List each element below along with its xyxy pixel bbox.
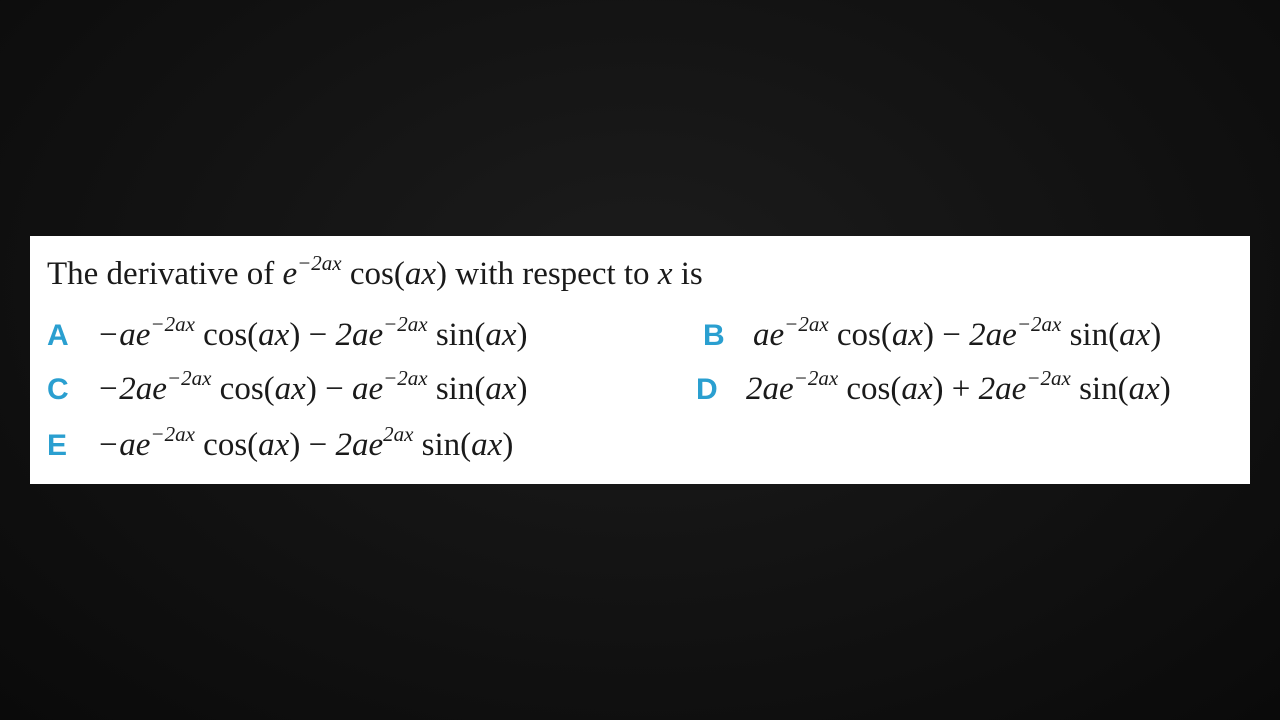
term1-arg: ax [891, 317, 924, 353]
term2-close: ) [1159, 371, 1171, 407]
option-letter: C [47, 373, 69, 406]
term2-arg: ax [1128, 371, 1160, 407]
term2-coef: 2ae [978, 371, 1027, 407]
option-letter: E [47, 429, 68, 462]
question-base: e [282, 256, 298, 292]
term2-coef: ae [351, 371, 384, 407]
term2-func: sin( [427, 317, 486, 353]
term2-close: ) [1150, 317, 1162, 353]
term1-close: ) [923, 317, 935, 353]
option-d[interactable] [696, 366, 1171, 410]
question-close: ) [436, 256, 448, 292]
term1-coef: −2ae [97, 371, 167, 407]
question-text [47, 251, 703, 294]
question-end: is [672, 256, 703, 292]
term2-func: sin( [413, 427, 472, 463]
term1-exp: −2ax [784, 312, 829, 336]
term1-func: cos( [194, 427, 259, 463]
option-a[interactable] [47, 312, 528, 356]
term1-exp: −2ax [793, 366, 839, 390]
term1-func: cos( [211, 371, 275, 407]
term2-func: sin( [1061, 317, 1120, 353]
term2-func: sin( [427, 371, 486, 407]
term2-arg: ax [471, 427, 503, 463]
term2-exp: 2ax [383, 422, 414, 446]
term1-coef: 2ae [746, 371, 794, 407]
question-exponent: −2ax [297, 251, 342, 275]
term1-close: ) [932, 371, 944, 407]
option-letter: D [696, 373, 718, 406]
term1-close: ) [289, 427, 301, 463]
term1-coef: ae [753, 317, 785, 353]
term2-coef: 2ae [335, 427, 384, 463]
question-func: cos( [341, 256, 405, 292]
term2-exp: −2ax [1026, 366, 1071, 390]
term2-exp: −2ax [383, 312, 428, 336]
question-var: x [657, 256, 673, 292]
question-card [30, 236, 1250, 484]
operator: − [316, 371, 352, 407]
term1-arg: ax [274, 371, 306, 407]
term2-coef: 2ae [969, 317, 1017, 353]
operator: − [300, 317, 336, 353]
term2-exp: −2ax [383, 366, 428, 390]
term2-func: sin( [1070, 371, 1129, 407]
option-b[interactable] [703, 312, 1162, 356]
term1-close: ) [289, 317, 301, 353]
term2-coef: 2ae [335, 317, 384, 353]
term1-func: cos( [838, 371, 902, 407]
term2-close: ) [502, 427, 514, 463]
term1-coef: −ae [97, 317, 151, 353]
term1-exp: −2ax [150, 312, 195, 336]
term2-close: ) [516, 317, 528, 353]
term2-arg: ax [485, 317, 517, 353]
term1-arg: ax [258, 427, 290, 463]
term1-arg: ax [258, 317, 290, 353]
term2-close: ) [516, 371, 528, 407]
term1-func: cos( [828, 317, 892, 353]
question-suffix: with respect to [447, 256, 658, 292]
option-c[interactable] [47, 366, 528, 410]
term1-exp: −2ax [150, 422, 195, 446]
term2-exp: −2ax [1016, 312, 1062, 336]
operator: − [300, 427, 336, 463]
term1-coef: −ae [97, 427, 151, 463]
term1-func: cos( [194, 317, 259, 353]
question-arg: ax [404, 256, 437, 292]
option-letter: A [47, 319, 69, 352]
option-letter: B [703, 319, 725, 352]
term1-arg: ax [901, 371, 933, 407]
operator: + [943, 371, 979, 407]
term1-exp: −2ax [166, 366, 212, 390]
term2-arg: ax [1119, 317, 1151, 353]
term2-arg: ax [485, 371, 517, 407]
option-e[interactable] [47, 422, 514, 466]
operator: − [934, 317, 970, 353]
question-prefix: The derivative of [47, 256, 283, 292]
term1-close: ) [305, 371, 317, 407]
